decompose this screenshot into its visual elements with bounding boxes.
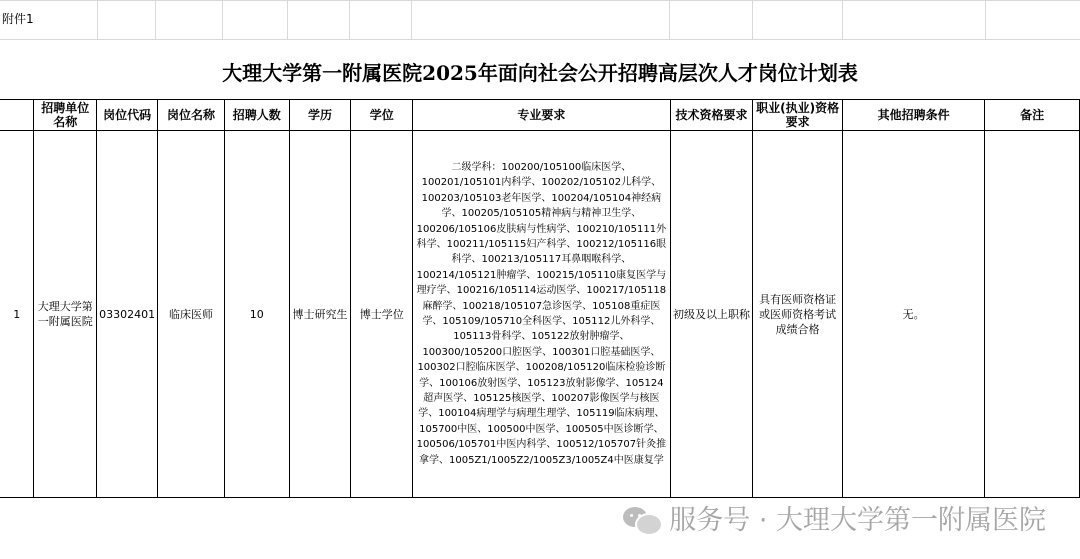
header-post: 岗位名称	[158, 100, 225, 131]
cell-tech-qualification: 初级及以上职称	[670, 131, 753, 498]
cell-remarks	[985, 131, 1080, 498]
header-other-conditions: 其他招聘条件	[842, 100, 984, 131]
header-code: 岗位代码	[97, 100, 158, 131]
recruitment-plan-table	[0, 99, 1080, 498]
cell-professional-qualification: 具有医师资格证或医师资格考试成绩合格	[753, 131, 843, 498]
header-count: 招聘人数	[224, 100, 289, 131]
cell-count: 10	[224, 131, 289, 498]
header-degree: 学位	[351, 100, 413, 131]
cell-index: 1	[0, 131, 34, 498]
table-row	[0, 131, 1080, 498]
page-title: 大理大学第一附属医院2025年面向社会公开招聘高层次人才岗位计划表	[222, 61, 858, 85]
cell-degree: 博士学位	[351, 131, 413, 498]
cell-other-conditions: 无。	[842, 131, 984, 498]
cell-code: 03302401	[97, 131, 158, 498]
header-professional-qualification: 职业(执业)资格要求	[753, 100, 843, 131]
header-remarks: 备注	[985, 100, 1080, 131]
spreadsheet-gridlines	[0, 0, 1080, 40]
watermark-text: 服务号 · 大理大学第一附属医院	[669, 505, 1046, 536]
header-major: 专业要求	[413, 100, 671, 131]
cell-major: 二级学科：100200/105100临床医学、100201/105101内科学、100202/105102儿科学、100203/105103老年医学、100204/105104神经病学、100205/105105精神病与精神卫生学、100206/105106皮肤病与性病学、100210/105111外科学、100211/105115妇产科学、100212/105116眼科学、100213/105117耳鼻咽喉科学、100214/105121肿瘤学、100215/105110康复医学与理疗学、100216/105114运动医学、100217/105118麻醉学、100218/105107急诊医学、105108重症医学、105109/105710全科医学、105112儿外科学、105113骨科学、105122放射肿瘤学、100300/105200口腔医学、100301口腔基础医学、100302口腔临床医学、100208/105120临床检验诊断学、100106放射医学、105123放射影像学、105124超声医学、105125核医学、100207影像医学与核医学、100104病理学与病理生理学、105119临床病理、105700中医、100500中医学、100505中医诊断学、100506/105701中医内科学、100512/105707针灸推拿学、1005Z1/1005Z2/1005Z3/1005Z4中医康复学	[413, 131, 671, 498]
attachment-label: 附件1	[2, 12, 34, 26]
header-unit: 招聘单位名称	[34, 100, 97, 131]
header-tech-qualification: 技术资格要求	[670, 100, 753, 131]
cell-education: 博士研究生	[289, 131, 351, 498]
header-education: 学历	[289, 100, 351, 131]
table-header-row	[0, 100, 1080, 131]
cell-post: 临床医师	[158, 131, 225, 498]
header-index	[0, 100, 34, 131]
cell-unit: 大理大学第一附属医院	[34, 131, 97, 498]
watermark	[623, 498, 1046, 537]
wechat-icon	[623, 503, 661, 533]
